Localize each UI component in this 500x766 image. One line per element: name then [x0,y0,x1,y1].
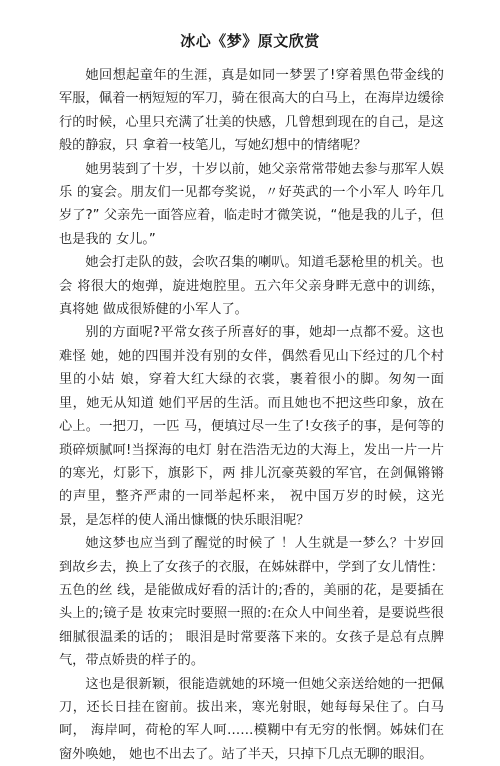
paragraph: 这也是很新颖，很能造就她的环境一但她父亲送给她的一把佩 刀，还长日挂在窗前。拔出来，寒光射眼，她每每呆住了。白马呵， 海岸呵，荷枪的军人呵……模糊中有无穷的怅惘。姊妹们在窗外唤她， 她也不出去了。站了半天，只掉下几点无聊的眼泪。 [59,676,444,762]
paragraph: 她回想起童年的生涯，真是如同一梦罢了!穿着黑色带金线的军服，佩着一柄短短的军刀，骑在很高大的白马上，在海岸边缓徐行的时候，心里只充满了壮美的快感，几曾想到现在的自己，是这般的静寂，只 拿着一枝笔儿，写她幻想中的情绪呢？ [59,68,444,154]
paragraph: 她男装到了十岁，十岁以前，她父亲常常带她去参与那军人娱乐 的宴会。朋友们一见都夸奖说，〃好英武的一个小军人 吟年几岁了?” 父亲先一面答应着，临走时才微笑说，“他是我的儿子，但也是我的 女儿。” [59,161,444,247]
document-title: 冰心《梦》原文欣赏 [180,32,320,50]
paragraph: 她会打走队的鼓，会吹召集的喇叭。知道毛瑟枪里的机关。也会 将很大的炮弹，旋进炮腔里。五六年父亲身畔无意中的训练，真将她 做成很矫健的小军人了。 [59,255,444,318]
document-body [59,64,444,766]
paragraph: 她这梦也应当到了醒觉的时候了 ！人生就是一梦么？十岁回到故乡去，换上了女孩子的衣服，在姊妹群中，学到了女儿情性：五色的丝 线，是能做成好看的活计的;香的，美丽的花，是要插在头上的;镜子是 妆束完时要照一照的:在众人中间坐着，是要说些很细腻很温柔的话的； 眼泪是时常要落下来的。女孩子是总有点脾气，带点娇贵的样子的。 [59,536,444,669]
paragraph: 别的方面呢?平常女孩子所喜好的事，她却一点都不爱。这也难怪 她，她的四围并没有别的女伴，偶然看见山下经过的几个村里的小姑 娘，穿着大红大绿的衣裳，裹着很小的脚。匆匆一面里，她无从知道 她们平居的生活。而且她也不把这些印象，放在心上。一把刀，一匹 马，便填过尽一生了!女孩子的事，是何等的琐碎烦腻呵!当探海的电灯 射在浩浩无边的大海上，发出一片一片的寒光，灯影下，旗影下，两 排儿沉豪英毅的军官，在剑佩锵锵的声里，整齐严肃的一同举起杯来， 祝中国万岁的时候，这光景，是怎样的使人涌出慷慨的快乐眼泪呢？ [59,325,444,528]
